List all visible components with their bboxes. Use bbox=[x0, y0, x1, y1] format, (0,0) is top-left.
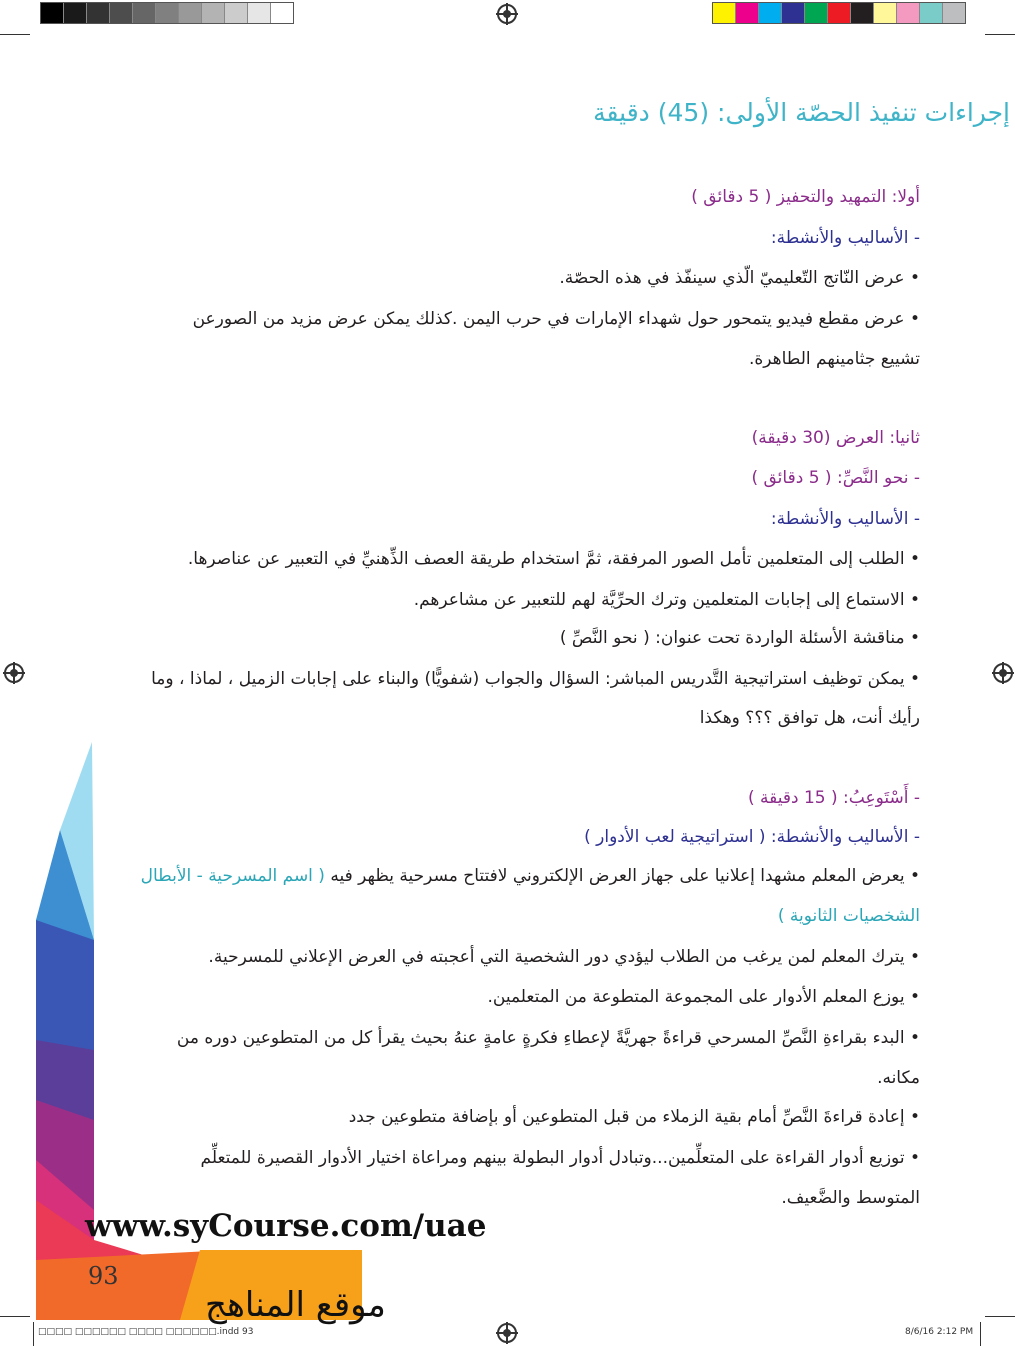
bullet-item: • يترك المعلم لمن يرغب من الطلاب ليؤدي دور الشخصية التي أعجبته في العرض الإعلاني للمسرحية. bbox=[208, 947, 920, 967]
bullet-continuation: مكانه. bbox=[877, 1068, 920, 1088]
bullet-item: • البدء بقراءةِ النَّصِّ المسرحي قراءةً جهريَّةً لإعطاءِ فكرةٍ عامةٍ عنهُ بحيث يقرأ كل من المتطوعين دوره من bbox=[176, 1028, 920, 1048]
registration-mark-bottom bbox=[497, 1323, 517, 1343]
bullet-item: • الاستماع إلى إجابات المتعلمين وترك الحرِّيَّة لهم للتعبير عن مشاعرهم. bbox=[413, 590, 920, 610]
bullet-continuation: رأيك أنت، هل توافق ؟؟؟ وهكذا bbox=[699, 708, 920, 728]
bullet-item: • عرض مقطع فيديو يتمحور حول شهداء الإمارات في حرب اليمن .كذلك يمكن عرض مزيد من الصورعن bbox=[192, 309, 920, 329]
watermark-url: www.syCourse.com/uae bbox=[85, 1208, 487, 1244]
registration-mark-left bbox=[4, 663, 24, 683]
section-heading-comprehension: - أَسْتَوعِبُ: ( 15 دقيقة ) bbox=[747, 788, 920, 808]
footer-date: 8/6/16 2:12 PM bbox=[905, 1327, 974, 1337]
page-number: 93 bbox=[88, 1262, 119, 1290]
bullet-item bbox=[141, 866, 920, 886]
subheading-methods: - الأساليب والأنشطة: bbox=[770, 509, 920, 529]
bullet-item: • يوزع المعلم الأدوار على المجموعة المتطوعة من المتعلمين. bbox=[487, 987, 920, 1007]
bullet-item: • توزيع أدوار القراءة على المتعلِّمين...وتبادل أدوار البطولة بينهم ومراعاة اختيار الأدوار القصيرة للمتعلِّم bbox=[200, 1148, 920, 1168]
bullet-item: • يمكن توظيف استراتيجية التَّدريس المباشر: السؤال والجواب (شفويًّا) والبناء على إجابات الزميل ، لماذا ، وما bbox=[151, 669, 920, 689]
bullet-continuation: المتوسط والضَّعيف. bbox=[781, 1188, 920, 1208]
subheading-methods-roleplay: - الأساليب والأنشطة: ( استراتيجية لعب الأدوار ) bbox=[584, 827, 920, 847]
watermark-arabic: موقع المناهج bbox=[205, 1285, 386, 1325]
bullet-item: • الطلب إلى المتعلمين تأمل الصور المرفقة، ثمَّ استخدام طريقة العصف الذِّهنيِّ في التعبير عن عناصرها. bbox=[187, 549, 920, 569]
highlight-continuation: الشخصيات الثانوية ) bbox=[777, 906, 920, 926]
grayscale-calibration-bar bbox=[40, 2, 294, 24]
registration-mark-right bbox=[993, 663, 1013, 683]
registration-mark-top bbox=[497, 4, 517, 24]
bullet-item: • عرض النّاتج التّعليميّ الّذي سينفّذ في هذه الحصّة. bbox=[559, 268, 920, 288]
crop-mark bbox=[33, 1322, 34, 1346]
bullet-continuation: تشييع جثامينهم الطاهرة. bbox=[748, 349, 920, 369]
bullet-text: • يعرض المعلم مشهدا إعلانيا على جهاز العرض الإلكتروني لافتتاح مسرحية يظهر فيه bbox=[330, 866, 920, 886]
bullet-item: • إعادة قراءةَ النَّصِّ أمام بقية الزملاء من قبل المتطوعين أو بإضافة متطوعين جدد bbox=[348, 1107, 920, 1127]
color-calibration-bar bbox=[712, 2, 966, 24]
bullet-item: • مناقشة الأسئلة الواردة تحت عنوان: ( نحو النَّصِّ ) bbox=[559, 628, 920, 648]
crop-mark bbox=[985, 1316, 1015, 1317]
page-title: إجراءات تنفيذ الحصّة الأولى: (45) دقيقة bbox=[593, 98, 1010, 127]
section-heading-intro: أولا: التمهيد والتحفيز ( 5 دقائق ) bbox=[691, 187, 920, 207]
subheading-towards-text: - نحو النَّصِّ: ( 5 دقائق ) bbox=[751, 468, 920, 488]
footer-file-info: □□□□ □□□□□□ □□□□ □□□□□□.indd 93 bbox=[38, 1327, 254, 1337]
highlight-text: ( اسم المسرحية - الأبطال bbox=[140, 866, 325, 886]
crop-mark bbox=[0, 34, 30, 35]
subheading-methods: - الأساليب والأنشطة: bbox=[770, 228, 920, 248]
section-heading-presentation: ثانيا: العرض (30 دقيقة) bbox=[751, 428, 920, 448]
crop-mark bbox=[985, 34, 1015, 35]
crop-mark bbox=[980, 1322, 981, 1346]
